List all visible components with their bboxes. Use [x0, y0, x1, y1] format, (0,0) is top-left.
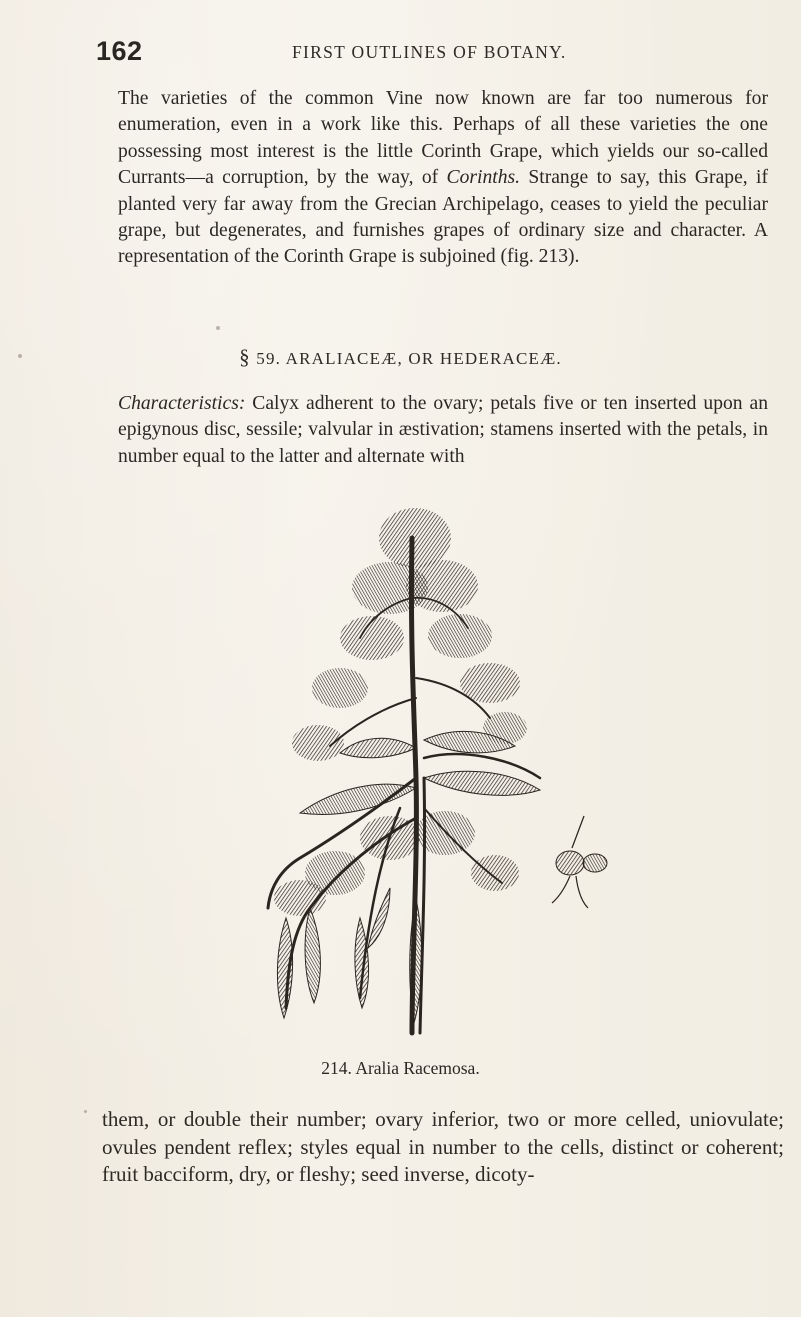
section-symbol: §	[239, 345, 251, 369]
paragraph-2-text: Calyx adherent to the ovary; petals five or ten inserted upon an epigynous disc, sessile; valvular in æstivation; stamens inserted with the petals, in number equal to the latter and alternate with	[118, 393, 768, 467]
running-title: FIRST OUTLINES OF BOTANY.	[292, 42, 567, 62]
characteristics-label: Characteristics:	[118, 393, 246, 414]
aralia-racemosa-illustration	[240, 478, 620, 1038]
paragraph-1-italic: Corinths.	[446, 167, 521, 189]
paragraph-continuation: them, or double their number; ovary inferior, two or more celled, uniovulate; ovules pendent reflex; styles equal in number to the cells, distinct or coherent; fruit bacciform, dry, or fleshy; seed inverse, dicoty-	[102, 1107, 784, 1186]
paragraph-1-rest: Strange to say, this Grape, if planted very far away from the Grecian Archipelago, ceases to yield the peculiar grape, but degenerates, and furnishes grapes of ordinary size and character. A representation of the Corinth Grape is subjoined (fig. 213).	[118, 167, 768, 268]
paper-speck	[18, 354, 22, 358]
running-head	[96, 36, 768, 76]
section-title: ARALIACEÆ, OR HEDERACEÆ.	[285, 349, 562, 368]
lower-flower-clusters	[274, 811, 519, 916]
section-heading	[0, 345, 801, 370]
page-number: 162	[96, 36, 143, 66]
paper-speck	[84, 1110, 87, 1113]
paragraph-characteristics	[118, 391, 768, 470]
flower-detail	[552, 816, 607, 908]
paragraph-1-text: The varieties of the common Vine now known are far too numerous for enumeration, even in a work like this. Perhaps of all these varieties the one possessing most interest is the little Corinth Grape, which yields our so-called Currants—a corruption, by the way, of	[118, 88, 768, 189]
plant-engraving	[240, 478, 620, 1038]
figure-caption: 214. Aralia Racemosa.	[321, 1058, 480, 1078]
paper-speck	[216, 326, 220, 330]
section-number: 59.	[256, 349, 282, 368]
paragraph-vine-varieties	[118, 86, 768, 271]
